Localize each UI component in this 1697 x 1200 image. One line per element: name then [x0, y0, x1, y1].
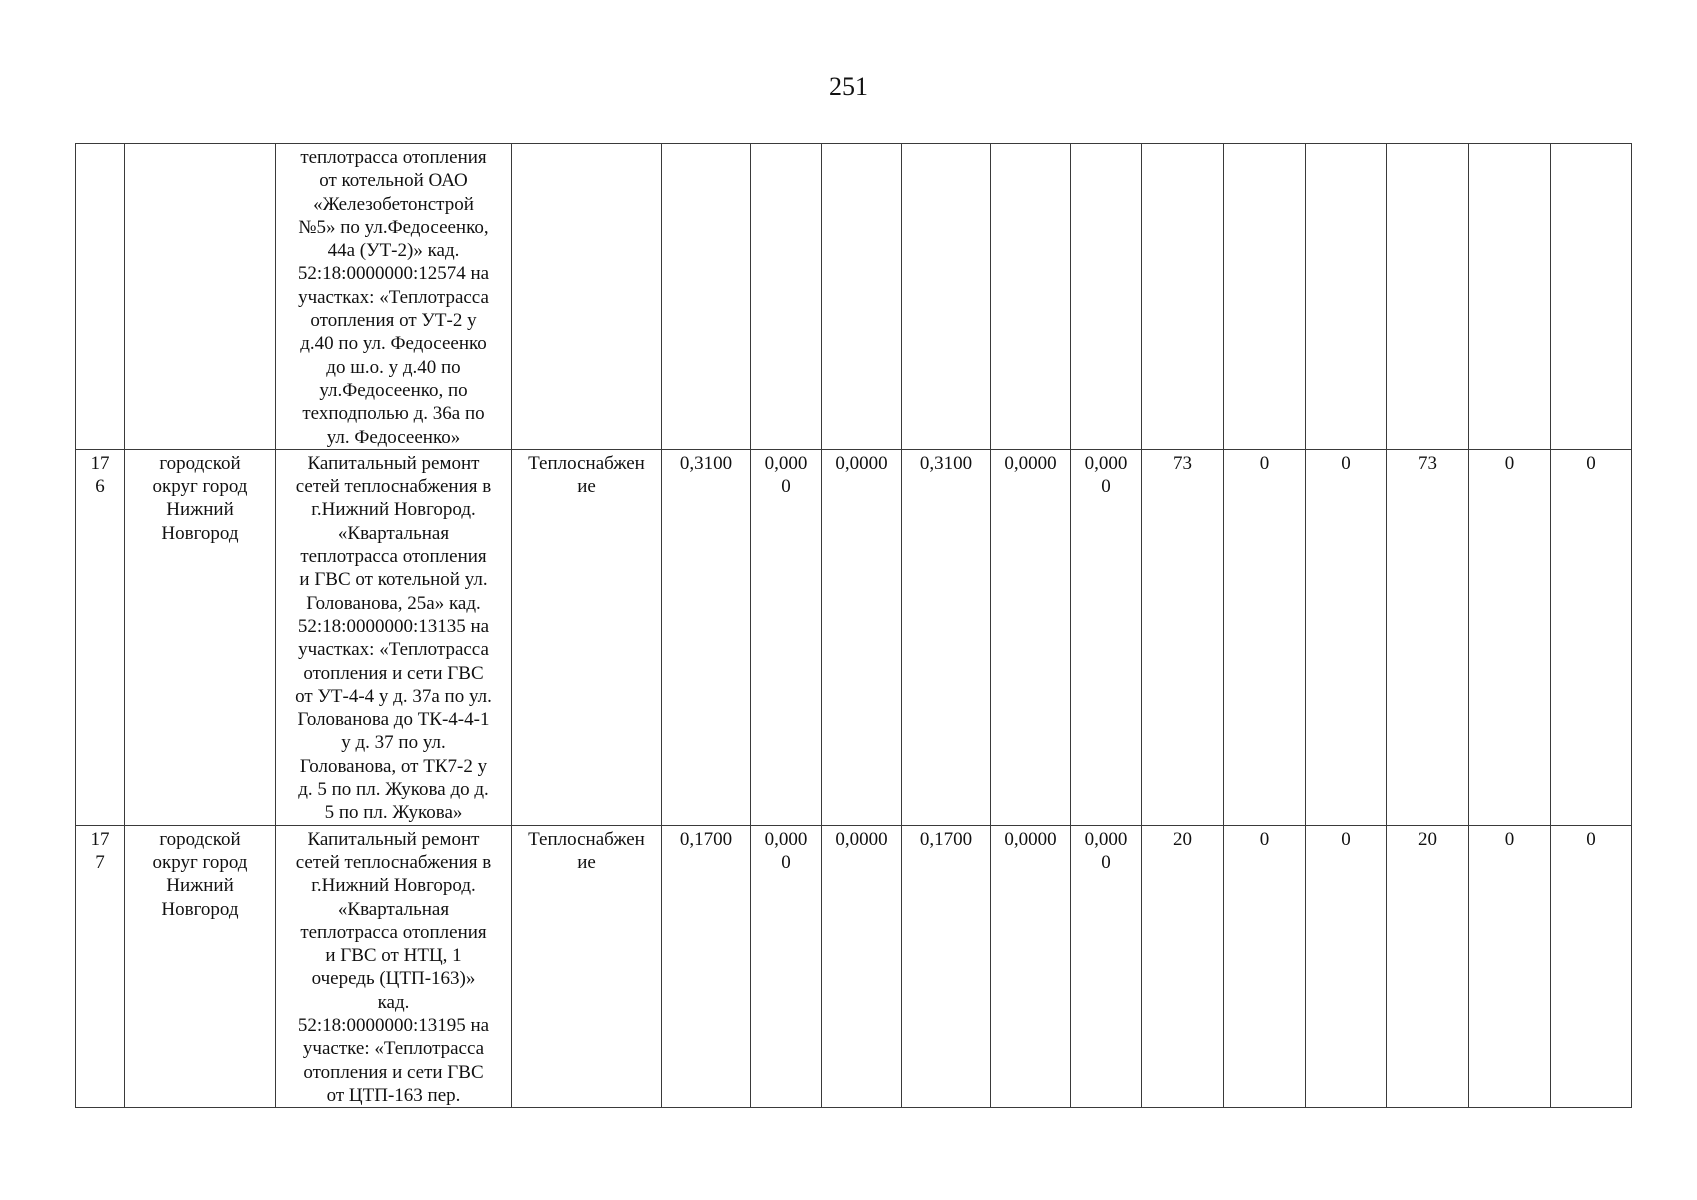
- cell-text-line: 7: [95, 851, 105, 873]
- cell-text-line: 5 по пл. Жукова»: [324, 802, 463, 824]
- capital-repair-table: [75, 143, 1632, 1108]
- work-description-cell: [276, 144, 512, 450]
- municipality-cell: [125, 144, 276, 450]
- cell-text-line: Новгород: [161, 522, 239, 544]
- value-col-15-cell: [1469, 144, 1551, 450]
- value-col-11-cell: [1142, 144, 1224, 450]
- cell-text-line: 52:18:0000000:13135 на: [297, 615, 490, 637]
- value-col-6-cell: [751, 144, 822, 450]
- cell-text-line: от УТ-4-4 у д. 37а по ул.: [295, 685, 492, 707]
- value-col-15-cell: [1469, 449, 1551, 825]
- value-col-14-cell: [1387, 825, 1469, 1108]
- value-col-8-cell: [902, 449, 991, 825]
- value-col-5-cell: [662, 449, 751, 825]
- cell-text-line: от ЦТП-163 пер.: [326, 1084, 461, 1106]
- cell-value: 20: [1418, 828, 1437, 850]
- cell-text-line: и ГВС от котельной ул.: [299, 569, 488, 591]
- row-number-cell: [76, 144, 125, 450]
- value-col-5-cell: [662, 144, 751, 450]
- cell-text-line: «Квартальная: [337, 898, 450, 920]
- utility-type-cell: [512, 449, 662, 825]
- cell-value: 0: [1259, 452, 1270, 474]
- value-col-10-cell: [1071, 144, 1142, 450]
- cell-text-line: теплотрасса отопления: [300, 921, 487, 943]
- cell-value: 73: [1418, 452, 1437, 474]
- cell-text-line: Голованова, 25а» кад.: [306, 592, 481, 614]
- cell-text-line: 0,000: [1084, 452, 1128, 474]
- cell-text-line: Новгород: [161, 898, 239, 920]
- cell-text-line: №5» по ул.Федосеенко,: [298, 216, 489, 238]
- value-col-8-cell: [902, 825, 991, 1108]
- cell-text-line: д. 5 по пл. Жукова до д.: [298, 779, 489, 801]
- cell-text-line: городской: [159, 828, 241, 850]
- cell-text-line: сетей теплоснабжения в: [295, 851, 492, 873]
- value-col-16-cell: [1551, 449, 1632, 825]
- cell-text-line: 0: [1101, 851, 1111, 873]
- cell-text-line: и ГВС от НТЦ, 1: [325, 945, 462, 967]
- cell-text-line: 0,0000: [1004, 452, 1057, 474]
- cell-text-line: 44а (УТ-2)» кад.: [327, 240, 460, 262]
- value-col-6-cell: [751, 449, 822, 825]
- utility-type-cell: [512, 825, 662, 1108]
- cell-text-line: городской: [159, 452, 241, 474]
- cell-value: 0: [1504, 828, 1515, 850]
- cell-value: 0: [1259, 828, 1270, 850]
- value-col-9-cell: [991, 825, 1071, 1108]
- cell-text-line: 0: [781, 851, 791, 873]
- value-col-12-cell: [1224, 144, 1306, 450]
- value-col-13-cell: [1306, 825, 1387, 1108]
- value-col-12-cell: [1224, 449, 1306, 825]
- cell-value: 73: [1173, 452, 1192, 474]
- cell-text-line: отопления и сети ГВС: [303, 1061, 484, 1083]
- cell-text-line: Капитальный ремонт: [307, 452, 480, 474]
- cell-text-line: ул. Федосеенко»: [326, 426, 461, 448]
- value-col-6-cell: [751, 825, 822, 1108]
- cell-text-line: 0: [781, 476, 791, 498]
- cell-text-line: у д. 37 по ул.: [341, 732, 446, 754]
- table-row: [76, 449, 1632, 825]
- cell-text-line: 17: [90, 828, 110, 850]
- cell-value: 0: [1586, 828, 1596, 850]
- cell-text-line: теплотрасса отопления: [300, 147, 487, 168]
- value-col-7-cell: [822, 144, 902, 450]
- cell-text-line: кад.: [377, 991, 410, 1013]
- table-body: [76, 144, 1632, 1108]
- table-row: [76, 825, 1632, 1108]
- cell-text-line: очередь (ЦТП-163)»: [311, 968, 476, 990]
- cell-text-line: 0,000: [764, 452, 808, 474]
- work-description-cell: [276, 449, 512, 825]
- value-col-7-cell: [822, 449, 902, 825]
- cell-text-line: участках: «Теплотрасса: [298, 639, 489, 661]
- value-col-16-cell: [1551, 144, 1632, 450]
- value-col-11-cell: [1142, 825, 1224, 1108]
- value-col-5-cell: [662, 825, 751, 1108]
- municipality-cell: [125, 825, 276, 1108]
- cell-text-line: ие: [577, 476, 596, 498]
- value-col-16-cell: [1551, 825, 1632, 1108]
- cell-text-line: отопления от УТ-2 у: [310, 310, 477, 332]
- municipality-cell: [125, 449, 276, 825]
- cell-text-line: 0,0000: [1004, 828, 1057, 850]
- value-col-11-cell: [1142, 449, 1224, 825]
- cell-text-line: сетей теплоснабжения в: [295, 476, 492, 498]
- cell-text-line: Голованова, от ТК7-2 у: [299, 755, 488, 777]
- cell-text-line: 0,1700: [919, 828, 973, 850]
- cell-text-line: участке: «Теплотрасса: [302, 1038, 485, 1060]
- utility-type-cell: [512, 144, 662, 450]
- cell-text-line: Нижний: [166, 499, 234, 521]
- row-number-cell: [76, 449, 125, 825]
- value-col-13-cell: [1306, 449, 1387, 825]
- value-col-9-cell: [991, 449, 1071, 825]
- cell-text-line: 6: [95, 476, 105, 498]
- value-col-14-cell: [1387, 144, 1469, 450]
- cell-text-line: 52:18:0000000:12574 на: [297, 263, 490, 285]
- value-col-7-cell: [822, 825, 902, 1108]
- cell-text-line: Нижний: [166, 875, 234, 897]
- value-col-10-cell: [1071, 825, 1142, 1108]
- cell-text-line: ие: [577, 851, 596, 873]
- cell-text-line: 0,0000: [835, 452, 888, 474]
- cell-text-line: 52:18:0000000:13195 на: [297, 1014, 490, 1036]
- value-col-12-cell: [1224, 825, 1306, 1108]
- cell-value: 0: [1504, 452, 1515, 474]
- cell-text-line: отопления и сети ГВС: [303, 662, 484, 684]
- cell-text-line: 17: [90, 452, 110, 474]
- cell-text-line: до ш.о. у д.40 по: [326, 356, 461, 378]
- cell-text-line: 0: [1101, 476, 1111, 498]
- value-col-9-cell: [991, 144, 1071, 450]
- cell-value: 0: [1341, 828, 1351, 850]
- cell-value: 0: [1586, 452, 1596, 474]
- row-number-cell: [76, 825, 125, 1108]
- cell-text-line: Голованова до ТК-4-4-1: [297, 709, 490, 731]
- cell-text-line: техподполью д. 36а по: [302, 403, 485, 425]
- cell-text-line: г.Нижний Новгород.: [311, 499, 476, 521]
- cell-text-line: Теплоснабжен: [528, 828, 645, 850]
- cell-text-line: «Квартальная: [337, 522, 450, 544]
- cell-text-line: г.Нижний Новгород.: [311, 875, 476, 897]
- page-number: 251: [829, 72, 868, 101]
- cell-text-line: 0,000: [1084, 828, 1128, 850]
- cell-text-line: д.40 по ул. Федосеенко: [300, 333, 487, 355]
- cell-text-line: Теплоснабжен: [528, 452, 645, 474]
- cell-text-line: округ город: [152, 476, 248, 498]
- cell-text-line: теплотрасса отопления: [300, 546, 487, 568]
- cell-text-line: ул.Федосеенко, по: [319, 379, 468, 401]
- value-col-14-cell: [1387, 449, 1469, 825]
- table-row: [76, 144, 1632, 450]
- cell-text-line: участках: «Теплотрасса: [298, 286, 489, 308]
- cell-text-line: 0,000: [764, 828, 808, 850]
- cell-value: 0: [1341, 452, 1351, 474]
- value-col-10-cell: [1071, 449, 1142, 825]
- cell-text-line: Капитальный ремонт: [307, 828, 480, 850]
- value-col-8-cell: [902, 144, 991, 450]
- work-description-cell: [276, 825, 512, 1108]
- cell-text-line: от котельной ОАО: [319, 170, 468, 192]
- cell-text-line: 0,3100: [919, 452, 973, 474]
- cell-text-line: округ город: [152, 851, 248, 873]
- cell-text-line: 0,3100: [679, 452, 733, 474]
- value-col-15-cell: [1469, 825, 1551, 1108]
- cell-text-line: «Железобетонстрой: [313, 193, 474, 215]
- cell-text-line: 0,0000: [835, 828, 888, 850]
- cell-value: 20: [1173, 828, 1192, 850]
- value-col-13-cell: [1306, 144, 1387, 450]
- cell-text-line: 0,1700: [679, 828, 733, 850]
